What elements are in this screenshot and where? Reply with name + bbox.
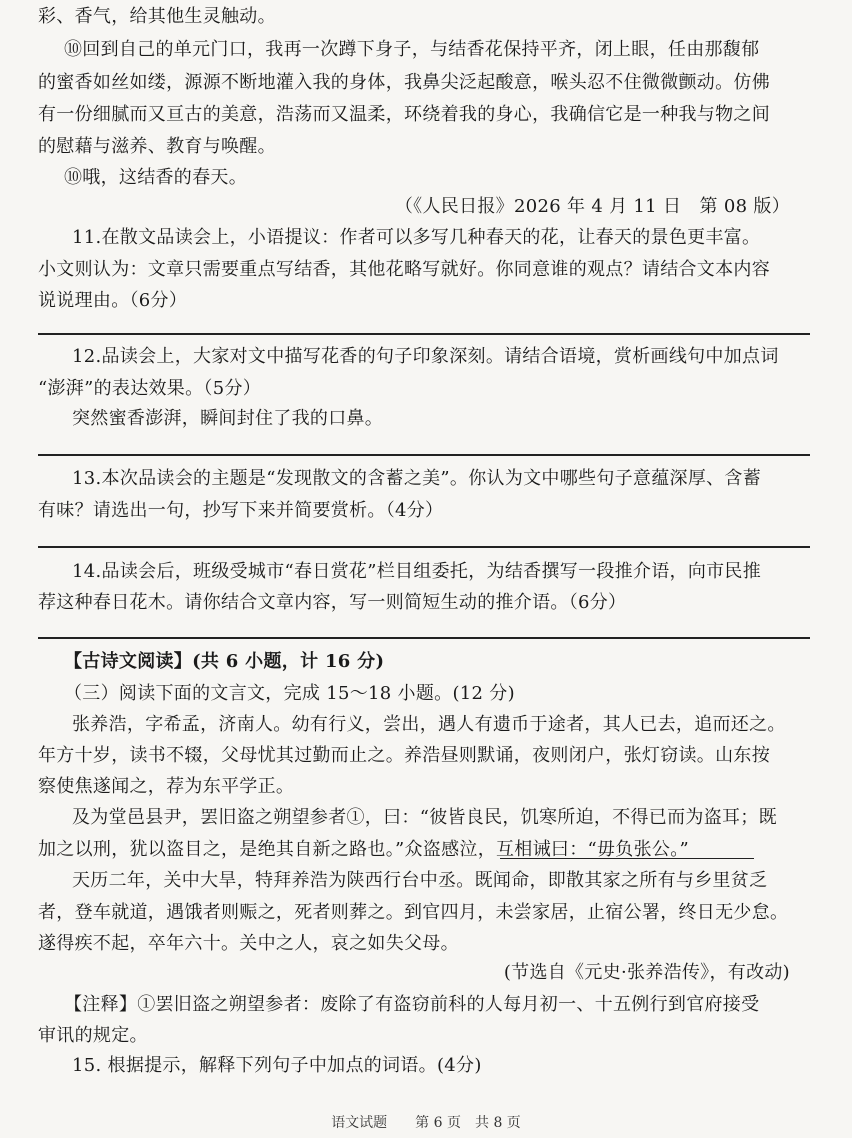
text-line: 的慰藉与滋养、教育与唤醒。 [38, 136, 276, 157]
answer-line [38, 333, 810, 335]
question-14-cont: 荐这种春日花木。请你结合文章内容，写一则简短生动的推介语。（6分） [38, 592, 627, 613]
question-15: 15. 根据提示，解释下列句子中加点的词语。(4分) [72, 1055, 482, 1076]
answer-line [38, 546, 810, 548]
answer-line [38, 454, 810, 456]
section-heading: 【古诗文阅读】(共 6 小题，计 16 分) [64, 651, 385, 672]
classical-text-line: 者，登车就道，遇饿者则赈之，死者则葬之。到官四月，未尝家居，止宿公署，终日无少怠。 [38, 902, 789, 923]
source-citation: （《人民日报》2026 年 4 月 11 日 第 08 版） [394, 196, 790, 217]
question-11-cont: 小文则认为：文章只需要重点写结香，其他花略写就好。你同意谁的观点？请结合文本内容 [38, 259, 770, 280]
question-13-cont: 有味？请选出一句，抄写下来并简要赏析。（4分） [38, 500, 444, 521]
question-14: 14.品读会后，班级受城市“春日赏花”栏目组委托，为结香撰写一段推介语，向市民推 [72, 561, 762, 582]
question-11: 11.在散文品读会上，小语提议：作者可以多写几种春天的花，让春天的景色更丰富。 [72, 227, 761, 248]
source-citation: (节选自《元史·张养浩传》，有改动) [503, 962, 790, 983]
underline-mark [500, 858, 754, 859]
text-line: ⑩哦，这结香的春天。 [64, 167, 247, 188]
annotation-cont: 审讯的规定。 [38, 1025, 148, 1046]
question-12: 12.品读会上，大家对文中描写花香的句子印象深刻。请结合语境，赏析画线句中加点词 [72, 346, 779, 367]
question-11-cont: 说说理由。（6分） [38, 290, 188, 311]
question-12-cont: “澎湃”的表达效果。（5分） [38, 378, 262, 399]
question-13: 13.本次品读会的主题是“发现散文的含蓄之美”。你认为文中哪些句子意蕴深厚、含蓄 [72, 468, 762, 489]
classical-text-line: 察使焦遂闻之，荐为东平学正。 [38, 776, 295, 797]
page-footer: 语文试题 第 6 页 共 8 页 [331, 1115, 521, 1131]
classical-text-line: 张养浩，字希孟，济南人。幼有行义，尝出，遇人有遗币于途者，其人已去，追而还之。 [72, 714, 786, 735]
classical-text-line: 天历二年，关中大旱，特拜养浩为陕西行台中丞。既闻命，即散其家之所有与乡里贫乏 [72, 870, 768, 891]
classical-text-line: 年方十岁，读书不辍，父母忧其过勤而止之。养浩昼则默诵，夜则闭户，张灯窃读。山东按 [38, 745, 770, 766]
quoted-sentence: 突然蜜香澎湃，瞬间封住了我的口鼻。 [72, 408, 384, 429]
text-line: ⑩回到自己的单元门口，我再一次蹲下身子，与结香花保持平齐，闭上眼，任由那馥郁 [64, 39, 760, 60]
text-line: 的蜜香如丝如缕，源源不断地灌入我的身体，我鼻尖泛起酸意，喉头忍不住微微颤动。仿佛 [38, 72, 770, 93]
classical-text-line: 及为堂邑县尹，罢旧盗之朔望参者①，曰：“彼皆良民，饥寒所迫，不得已而为盗耳；既 [72, 807, 777, 828]
answer-line [38, 637, 810, 639]
annotation: 【注释】①罢旧盗之朔望参者：废除了有盗窃前科的人每月初一、十五例行到官府接受 [64, 994, 760, 1015]
section-subheading: （三）阅读下面的文言文，完成 15～18 小题。(12 分) [64, 683, 515, 704]
classical-text-line: 遂得疾不起，卒年六十。关中之人，哀之如失父母。 [38, 933, 459, 954]
classical-text-line: 加之以刑，犹以盗目之，是绝其自新之路也。”众盗感泣，互相诫曰：“毋负张公。” [38, 839, 690, 860]
text-line: 有一份细腻而又亘古的美意，浩荡而又温柔，环绕着我的身心，我确信它是一种我与物之间 [38, 104, 770, 125]
text-line: 彩、香气，给其他生灵触动。 [38, 6, 276, 27]
